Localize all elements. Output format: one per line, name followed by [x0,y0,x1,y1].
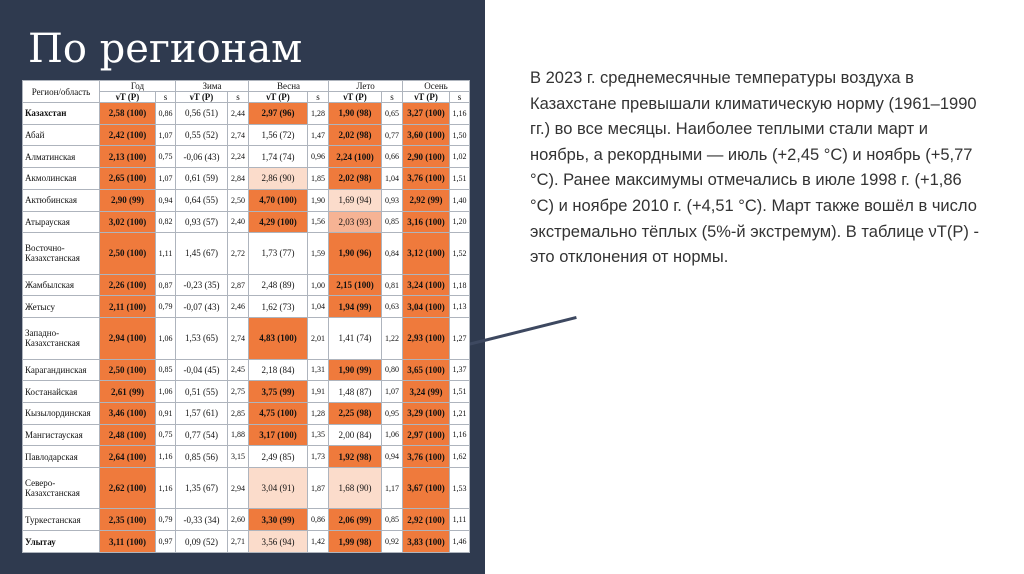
s-value-cell: 0,84 [382,233,403,274]
table-row [23,168,470,190]
region-name-cell: Павлодарская [23,446,100,468]
region-name-cell: Улытау [23,531,100,553]
vt-column-header: νT (P) [176,92,228,103]
s-value-cell: 1,20 [450,211,470,233]
table-row [23,274,470,296]
table-row [23,468,470,509]
region-name-cell: Кызылординская [23,402,100,424]
vt-value-cell: 3,02 (100) [100,211,156,233]
vt-value-cell: 2,93 (100) [403,318,450,359]
s-value-cell: 1,28 [308,103,329,125]
region-name-cell: Туркестанская [23,509,100,531]
region-name-cell: Западно-Казахстанская [23,318,100,359]
s-value-cell: 1,02 [450,146,470,168]
s-value-cell: 2,44 [228,103,249,125]
s-value-cell: 0,85 [382,509,403,531]
s-value-cell: 1,56 [308,211,329,233]
vt-value-cell: 2,02 (98) [329,168,382,190]
s-value-cell: 1,04 [308,296,329,318]
vt-value-cell: 3,67 (100) [403,468,450,509]
vt-value-cell: 2,90 (100) [403,146,450,168]
s-value-cell: 1,59 [308,233,329,274]
vt-value-cell: 2,13 (100) [100,146,156,168]
s-value-cell: 0,81 [382,274,403,296]
vt-value-cell: 3,65 (100) [403,359,450,381]
s-value-cell: 0,63 [382,296,403,318]
vt-value-cell: 0,61 (59) [176,168,228,190]
vt-value-cell: 2,26 (100) [100,274,156,296]
vt-value-cell: -0,07 (43) [176,296,228,318]
vt-value-cell: 3,83 (100) [403,531,450,553]
vt-value-cell: 1,45 (67) [176,233,228,274]
vt-value-cell: 0,09 (52) [176,531,228,553]
s-value-cell: 0,91 [156,402,176,424]
s-value-cell: 2,45 [228,359,249,381]
vt-value-cell: -0,33 (34) [176,509,228,531]
s-value-cell: 1,18 [450,274,470,296]
s-value-cell: 0,80 [382,359,403,381]
s-value-cell: 2,50 [228,189,249,211]
table-row [23,424,470,446]
vt-value-cell: 2,06 (99) [329,509,382,531]
s-value-cell: 0,75 [156,146,176,168]
vt-value-cell: 2,25 (98) [329,402,382,424]
region-temperature-table [22,80,470,553]
vt-value-cell: 3,29 (100) [403,402,450,424]
s-value-cell: 0,65 [382,103,403,125]
s-value-cell: 1,35 [308,424,329,446]
vt-value-cell: 2,49 (85) [249,446,308,468]
vt-value-cell: 1,53 (65) [176,318,228,359]
s-column-header: s [228,92,249,103]
vt-value-cell: 3,12 (100) [403,233,450,274]
table-header-row [23,81,470,92]
s-value-cell: 1,07 [382,381,403,403]
vt-value-cell: 4,83 (100) [249,318,308,359]
s-value-cell: 2,71 [228,531,249,553]
s-value-cell: 0,86 [308,509,329,531]
season-header: Зима [176,81,249,92]
vt-value-cell: 3,30 (99) [249,509,308,531]
s-value-cell: 1,50 [450,124,470,146]
region-name-cell: Карагандинская [23,359,100,381]
s-value-cell: 1,11 [450,509,470,531]
vt-value-cell: 1,56 (72) [249,124,308,146]
vt-value-cell: 2,11 (100) [100,296,156,318]
region-name-cell: Актюбинская [23,189,100,211]
region-name-cell: Костанайская [23,381,100,403]
vt-value-cell: 2,94 (100) [100,318,156,359]
table-row [23,318,470,359]
vt-value-cell: 2,48 (100) [100,424,156,446]
table-row [23,233,470,274]
s-value-cell: 1,13 [450,296,470,318]
s-value-cell: 1,04 [382,168,403,190]
s-value-cell: 1,27 [450,318,470,359]
s-value-cell: 0,94 [382,446,403,468]
s-value-cell: 1,11 [156,233,176,274]
vt-value-cell: 2,58 (100) [100,103,156,125]
s-value-cell: 2,24 [228,146,249,168]
vt-value-cell: 2,62 (100) [100,468,156,509]
table-row [23,189,470,211]
s-value-cell: 1,21 [450,402,470,424]
vt-value-cell: 1,62 (73) [249,296,308,318]
s-value-cell: 1,87 [308,468,329,509]
vt-value-cell: 2,61 (99) [100,381,156,403]
s-value-cell: 0,97 [156,531,176,553]
table-row [23,146,470,168]
s-value-cell: 0,82 [156,211,176,233]
s-value-cell: 1,47 [308,124,329,146]
s-value-cell: 0,86 [156,103,176,125]
vt-value-cell: -0,04 (45) [176,359,228,381]
region-name-cell: Жамбылская [23,274,100,296]
vt-column-header: νT (P) [403,92,450,103]
vt-value-cell: 1,90 (98) [329,103,382,125]
vt-value-cell: 3,04 (100) [403,296,450,318]
vt-value-cell: 2,92 (99) [403,189,450,211]
s-value-cell: 2,74 [228,124,249,146]
s-value-cell: 0,79 [156,296,176,318]
vt-column-header: νT (P) [100,92,156,103]
vt-value-cell: 2,97 (96) [249,103,308,125]
vt-value-cell: 0,85 (56) [176,446,228,468]
vt-value-cell: 3,11 (100) [100,531,156,553]
vt-value-cell: 0,64 (55) [176,189,228,211]
region-name-cell: Алматинская [23,146,100,168]
region-name-cell: Акмолинская [23,168,100,190]
table-row [23,211,470,233]
vt-value-cell: 2,97 (100) [403,424,450,446]
vt-value-cell: 4,29 (100) [249,211,308,233]
s-value-cell: 1,06 [156,381,176,403]
s-value-cell: 0,93 [382,189,403,211]
s-value-cell: 1,07 [156,168,176,190]
s-value-cell: 0,94 [156,189,176,211]
s-value-cell: 2,87 [228,274,249,296]
vt-value-cell: 2,15 (100) [329,274,382,296]
vt-value-cell: 0,93 (57) [176,211,228,233]
vt-value-cell: 0,77 (54) [176,424,228,446]
table-row [23,359,470,381]
s-value-cell: 1,42 [308,531,329,553]
vt-value-cell: 0,55 (52) [176,124,228,146]
s-value-cell: 1,07 [156,124,176,146]
s-value-cell: 1,17 [382,468,403,509]
table-row [23,509,470,531]
s-value-cell: 1,88 [228,424,249,446]
vt-value-cell: 0,51 (55) [176,381,228,403]
vt-value-cell: 1,90 (99) [329,359,382,381]
season-header: Осень [403,81,470,92]
vt-value-cell: 2,02 (98) [329,124,382,146]
vt-value-cell: 1,48 (87) [329,381,382,403]
s-value-cell: 1,91 [308,381,329,403]
table-row [23,402,470,424]
s-value-cell: 0,92 [382,531,403,553]
s-value-cell: 1,40 [450,189,470,211]
s-value-cell: 1,51 [450,168,470,190]
vt-value-cell: 2,65 (100) [100,168,156,190]
vt-value-cell: 3,24 (99) [403,381,450,403]
s-column-header: s [450,92,470,103]
vt-value-cell: 2,18 (84) [249,359,308,381]
region-name-cell: Восточно-Казахстанская [23,233,100,274]
s-value-cell: 1,52 [450,233,470,274]
s-value-cell: 2,60 [228,509,249,531]
s-value-cell: 1,31 [308,359,329,381]
s-column-header: s [382,92,403,103]
table-row [23,381,470,403]
vt-value-cell: 2,90 (99) [100,189,156,211]
s-value-cell: 1,28 [308,402,329,424]
s-value-cell: 0,96 [308,146,329,168]
vt-value-cell: 1,94 (99) [329,296,382,318]
vt-column-header: νT (P) [249,92,308,103]
s-value-cell: 2,75 [228,381,249,403]
table-row [23,296,470,318]
region-name-cell: Казахстан [23,103,100,125]
vt-value-cell: 1,73 (77) [249,233,308,274]
s-column-header: s [156,92,176,103]
vt-value-cell: 3,24 (100) [403,274,450,296]
region-column-header: Регион/область [23,81,100,103]
s-value-cell: 0,66 [382,146,403,168]
vt-value-cell: 3,75 (99) [249,381,308,403]
s-value-cell: 2,72 [228,233,249,274]
slide-title: По регионам [28,26,303,72]
s-value-cell: 0,85 [382,211,403,233]
season-header: Год [100,81,176,92]
s-value-cell: 1,16 [450,103,470,125]
season-header: Лето [329,81,403,92]
s-value-cell: 2,74 [228,318,249,359]
vt-value-cell: 1,74 (74) [249,146,308,168]
vt-value-cell: 1,35 (67) [176,468,228,509]
s-value-cell: 1,37 [450,359,470,381]
vt-value-cell: 3,46 (100) [100,402,156,424]
vt-value-cell: 1,92 (98) [329,446,382,468]
vt-value-cell: 1,41 (74) [329,318,382,359]
s-value-cell: 1,06 [382,424,403,446]
vt-value-cell: 3,17 (100) [249,424,308,446]
vt-value-cell: 2,50 (100) [100,359,156,381]
s-value-cell: 1,46 [450,531,470,553]
s-value-cell: 3,15 [228,446,249,468]
vt-value-cell: 3,76 (100) [403,168,450,190]
region-name-cell: Мангистауская [23,424,100,446]
vt-value-cell: 1,68 (90) [329,468,382,509]
vt-value-cell: 2,42 (100) [100,124,156,146]
vt-value-cell: 4,70 (100) [249,189,308,211]
s-value-cell: 2,94 [228,468,249,509]
s-value-cell: 2,01 [308,318,329,359]
vt-value-cell: -0,23 (35) [176,274,228,296]
vt-value-cell: 3,04 (91) [249,468,308,509]
vt-value-cell: 2,86 (90) [249,168,308,190]
vt-value-cell: -0,06 (43) [176,146,228,168]
s-value-cell: 1,00 [308,274,329,296]
vt-value-cell: 3,76 (100) [403,446,450,468]
s-value-cell: 0,77 [382,124,403,146]
vt-value-cell: 1,57 (61) [176,402,228,424]
vt-value-cell: 1,69 (94) [329,189,382,211]
s-value-cell: 2,40 [228,211,249,233]
table-row [23,124,470,146]
slide-description: В 2023 г. среднемесячные температуры воздуха в Казахстане превышали климатическую норму (1961–1990 гг.) во все месяцы. Наиболее теплыми стали март и ноябрь, а рекордными — июль (+2,45 °С) и ноябрь (+5,77 °С). Ранее максимумы отмечались в июле 1998 г. (+1,86 °С) и ноябре 2010 г. (+4,51 °С). Март также вошёл в число экстремально тёплых (5%-й экстремум). В таблице νT(P) - это отклонения от нормы. [530,69,979,267]
vt-value-cell: 1,99 (98) [329,531,382,553]
vt-value-cell: 3,16 (100) [403,211,450,233]
s-value-cell: 0,87 [156,274,176,296]
s-value-cell: 1,62 [450,446,470,468]
table-row [23,531,470,553]
s-value-cell: 1,73 [308,446,329,468]
s-value-cell: 1,51 [450,381,470,403]
s-value-cell: 1,22 [382,318,403,359]
s-value-cell: 1,16 [156,468,176,509]
s-value-cell: 1,16 [156,446,176,468]
vt-value-cell: 2,35 (100) [100,509,156,531]
vt-value-cell: 4,75 (100) [249,402,308,424]
s-value-cell: 1,90 [308,189,329,211]
s-value-cell: 2,46 [228,296,249,318]
s-value-cell: 2,85 [228,402,249,424]
region-name-cell: Северо-Казахстанская [23,468,100,509]
table-row [23,103,470,125]
vt-value-cell: 2,24 (100) [329,146,382,168]
region-name-cell: Абай [23,124,100,146]
s-value-cell: 0,79 [156,509,176,531]
vt-value-cell: 3,60 (100) [403,124,450,146]
vt-column-header: νT (P) [329,92,382,103]
vt-value-cell: 2,50 (100) [100,233,156,274]
vt-value-cell: 2,00 (84) [329,424,382,446]
s-column-header: s [308,92,329,103]
table-row [23,446,470,468]
vt-value-cell: 2,48 (89) [249,274,308,296]
vt-value-cell: 2,92 (100) [403,509,450,531]
region-name-cell: Жетысу [23,296,100,318]
vt-value-cell: 3,27 (100) [403,103,450,125]
region-name-cell: Атырауская [23,211,100,233]
vt-value-cell: 0,56 (51) [176,103,228,125]
s-value-cell: 1,06 [156,318,176,359]
season-header: Весна [249,81,329,92]
s-value-cell: 1,16 [450,424,470,446]
vt-value-cell: 3,56 (94) [249,531,308,553]
region-table-container [22,80,469,553]
s-value-cell: 0,85 [156,359,176,381]
s-value-cell: 1,53 [450,468,470,509]
s-value-cell: 0,75 [156,424,176,446]
vt-value-cell: 1,90 (96) [329,233,382,274]
s-value-cell: 0,95 [382,402,403,424]
s-value-cell: 2,84 [228,168,249,190]
s-value-cell: 1,85 [308,168,329,190]
vt-value-cell: 2,64 (100) [100,446,156,468]
vt-value-cell: 2,03 (93) [329,211,382,233]
table-body [23,103,470,553]
